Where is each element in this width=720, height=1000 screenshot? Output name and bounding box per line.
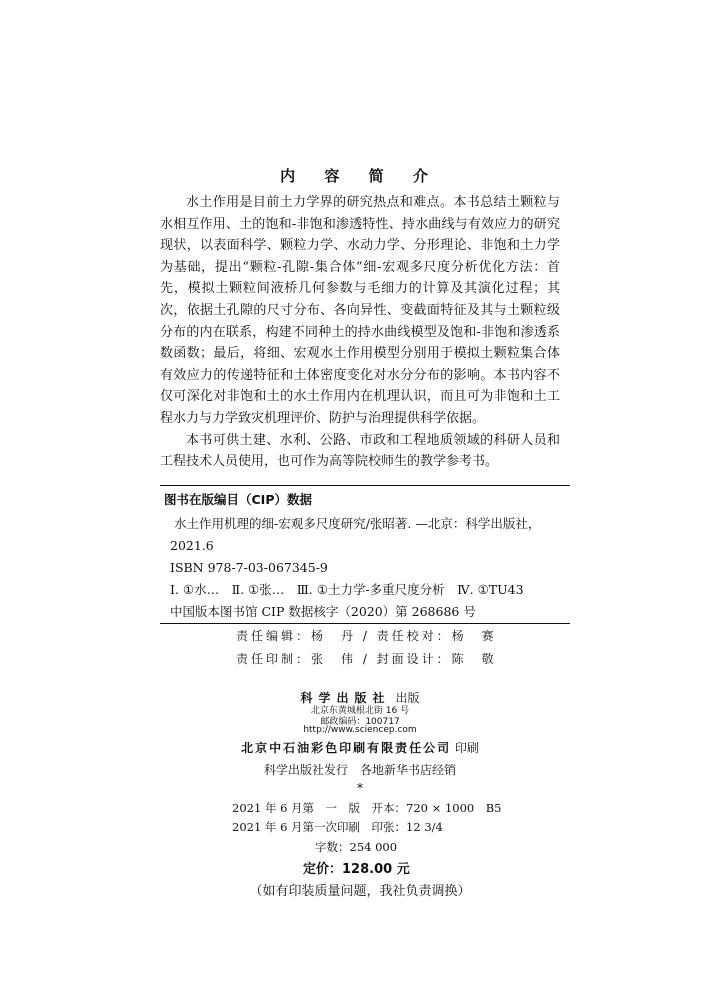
abstract-paragraph-2: 本书可供土建、水利、公路、市政和工程地质领域的科研人员和工程技术人员使用，也可作为高等院校师生的教学参考书。 [160,432,560,470]
cip-number: 中国版本图书馆 CIP 数据核字（2020）第 268686 号 [170,604,476,619]
cip-line-1: 水土作用机理的细-宏观多尺度研究/张昭著. —北京：科学出版社， [174,516,541,531]
quality-note: （如有印装质量问题，我社负责调换） [249,884,471,899]
separator-star: * [357,781,363,795]
publisher-suffix: 出版 [395,691,420,705]
staff-line-1: 责任编辑：杨 丹 / 责任校对：杨 赛 [236,629,497,643]
page-title: 内 容 简 介 [280,167,440,185]
cip-isbn: ISBN 978-7-03-067345-9 [170,560,328,575]
printer-name: 北京中石油彩色印刷有限责任公司 [241,741,452,755]
publisher-address: 北京东黄城根北街 16 号 [310,706,410,716]
distribution-line: 科学出版社发行 各地新华书店经销 [263,763,456,777]
abstract-paragraph-1: 水土作用是目前土力学界的研究热点和难点。本书总结土颗粒与水相互作用、土的饱和-非饱和渗透特性、持水曲线与有效应力的研究现状，以表面科学、颗粒力学、水动力学、分形理论、非饱和土力学为基础，提出“颗粒-孔隙-集合体”细-宏观多尺度分析优化方法：首先，模拟土颗粒间液桥几何参数与毛细力的计算及其演化过程；其次，依据土孔隙的尺寸分布、各向异性、变截面特征及其与土颗粒级分布的内在联系，构建不同种土的持水曲线模型及饱和-非饱和渗透系数函数；最后，将细、宏观水土作用模型分别用于模拟土颗粒集合体有效应力的传递特征和土体密度变化对水分分布的影响。本书内容不仅可深化对非饱和土的水土作用内在机理认识，而且可为非饱和土工程水力与力学致灾机理评价、防护与治理提供科学依据。 [160,195,560,426]
publisher-postcode: 邮政编码：100717 [320,717,400,727]
cip-title: 图书在版编目（CIP）数据 [164,492,312,507]
cip-line-2: 2021.6 [170,538,214,553]
cip-bottom-rule [160,623,570,624]
publisher-name: 科学出版社 [300,691,391,705]
printer-line [0,739,720,756]
edition-line-2: 2021 年 6 月第一次印刷 印张：12 3/4 [232,820,443,834]
staff-line-2: 责任印制：张 伟 / 封面设计：陈 敬 [236,652,497,666]
cip-top-rule [160,485,570,486]
word-count: 字数：254 000 [315,840,398,854]
abstract [160,192,560,473]
publisher-url: http://www.sciencep.com [303,725,417,735]
cip-block [160,485,570,624]
price: 定价：128.00 元 [303,862,410,877]
cip-classification: Ⅰ. ①水… Ⅱ. ①张… Ⅲ. ①土力学-多重尺度分析 Ⅳ. ①TU43 [170,582,524,597]
printer-suffix: 印刷 [454,741,479,755]
edition-line-1: 2021 年 6 月第 一 版 开本：720 × 1000 B5 [232,801,502,815]
